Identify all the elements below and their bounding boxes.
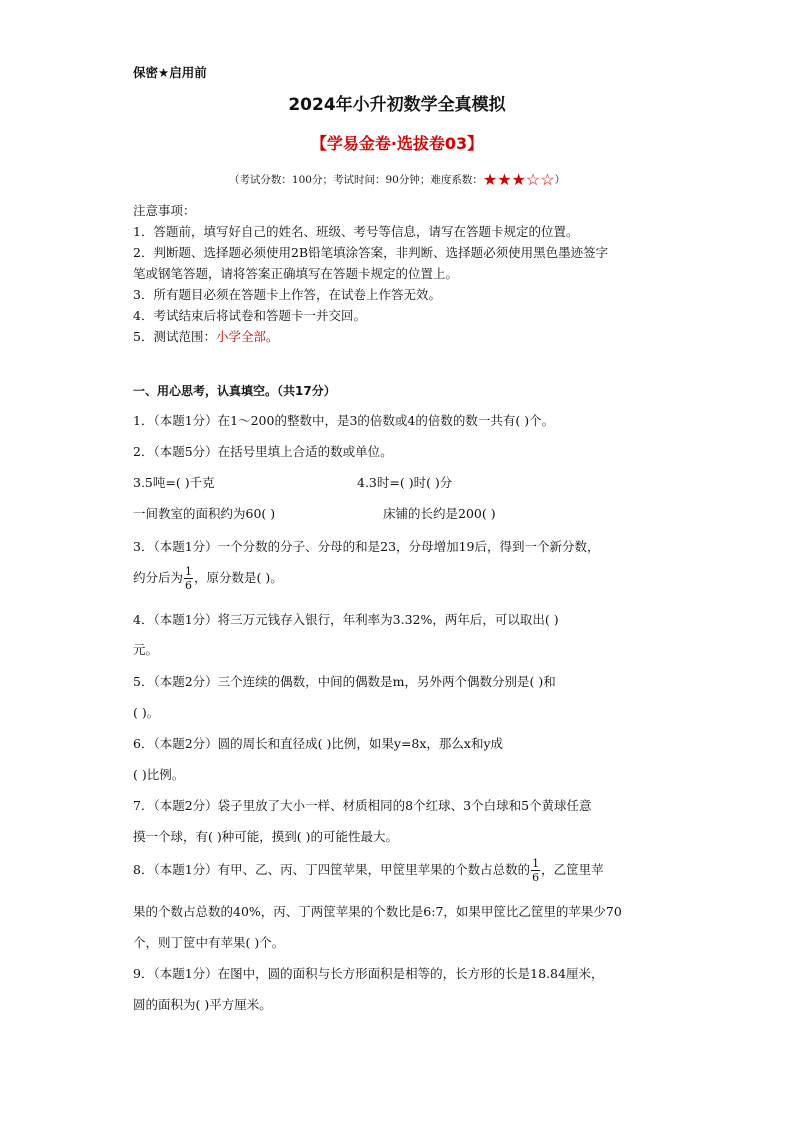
paper-subtitle: 【学易金卷·选拔卷03】 [310, 134, 484, 153]
difficulty-rating [483, 170, 555, 189]
page-title: 2024年小升初数学全真模拟 [288, 95, 506, 115]
q8-frac-den: 6 [532, 871, 540, 884]
question-9: 9．（本题1分）在图中，圆的面积与长方形面积是相等的，长方形的长是18.84厘米， [133, 966, 604, 981]
question-5: 5．（本题2分）三个连续的偶数，中间的偶数是m，另外两个偶数分别是( )和 [133, 674, 556, 689]
question-2b: 4.3时=( )时( )分 [357, 475, 453, 490]
exam-meta [0, 170, 794, 189]
question-2a: 3.5吨=( )千克 [133, 475, 215, 490]
note-item: 2．判断题、选择题必须使用2B铅笔填涂答案，非判断、选择题必须使用黑色墨迹签字 [133, 245, 609, 260]
note-item: 4．考试结束后将试卷和答题卡一并交回。 [133, 308, 366, 323]
q8-post: ，乙筐里苹 [541, 862, 604, 877]
question-8-line2: 果的个数占总数的40%，丙、丁两筐苹果的个数比是6:7，如果甲筐比乙筐里的苹果少70 [133, 904, 622, 919]
question-8 [133, 858, 604, 883]
question-2: 2．（本题5分）在括号里填上合适的数或单位。 [133, 444, 393, 459]
question-2c: 一间教室的面积约为60( ) [133, 506, 276, 521]
q3-frac-num: 1 [185, 565, 193, 578]
note-scope [133, 327, 279, 345]
question-1: 1．（本题1分）在1～200的整数中，是3的倍数或4的倍数的数一共有( )个。 [133, 413, 555, 428]
section-title: 一、用心思考，认真填空。（共17分） [133, 384, 336, 398]
q3-post: ，原分数是( )。 [194, 570, 283, 585]
scope-value: 小学全部 [215, 329, 266, 344]
star-empty-icon: ☆☆ [525, 170, 555, 189]
q8-fraction [531, 858, 540, 883]
q8-frac-num: 1 [532, 857, 540, 870]
question-6-line2: ( )比例。 [133, 767, 185, 782]
question-8-line3: 个，则丁筐中有苹果( )个。 [133, 935, 285, 950]
star-full-icon: ★★★ [482, 170, 526, 189]
note-item: 笔或钢笔答题，请将答案正确填写在答题卡规定的位置上。 [133, 266, 459, 281]
q3-fraction [184, 566, 193, 591]
confidential-label: 保密★启用前 [133, 65, 207, 80]
scope-suffix: 。 [265, 329, 279, 344]
question-4: 4．（本题1分）将三万元钱存入银行，年利率为3.32%，两年后，可以取出( ) [133, 612, 559, 627]
question-9-line2: 圆的面积为( )平方厘米。 [133, 997, 272, 1012]
exam-meta-text: （考试分数：100分；考试时间：90分钟；难度系数： [228, 174, 483, 186]
q3-frac-den: 6 [185, 579, 193, 592]
question-7-line2: 摸一个球，有( )种可能，摸到( )的可能性最大。 [133, 829, 398, 844]
note-item: 1．答题前，填写好自己的姓名、班级、考号等信息，请写在答题卡规定的位置。 [133, 224, 579, 239]
question-3: 3．（本题1分）一个分数的分子、分母的和是23，分母增加19后，得到一个新分数， [133, 539, 600, 554]
question-4-line2: 元。 [133, 642, 159, 657]
question-3-line2 [133, 566, 283, 591]
q8-pre: 8．（本题1分）有甲、乙、丙、丁四筐苹果，甲筐里苹果的个数占总数的 [133, 862, 531, 877]
question-7: 7．（本题2分）袋子里放了大小一样、材质相同的8个红球、3个白球和5个黄球任意 [133, 798, 592, 813]
note-item: 3．所有题目必须在答题卡上作答，在试卷上作答无效。 [133, 287, 441, 302]
scope-prefix: 5．测试范围： [133, 329, 216, 344]
question-6: 6．（本题2分）圆的周长和直径成( )比例，如果y=8x，那么x和y成 [133, 736, 504, 751]
question-2d: 床铺的长约是200( ) [383, 506, 496, 521]
q3-pre: 约分后为 [133, 570, 184, 585]
exam-meta-close: ） [554, 174, 566, 186]
notes-title: 注意事项： [133, 203, 196, 218]
question-5-line2: ( )。 [133, 705, 160, 720]
